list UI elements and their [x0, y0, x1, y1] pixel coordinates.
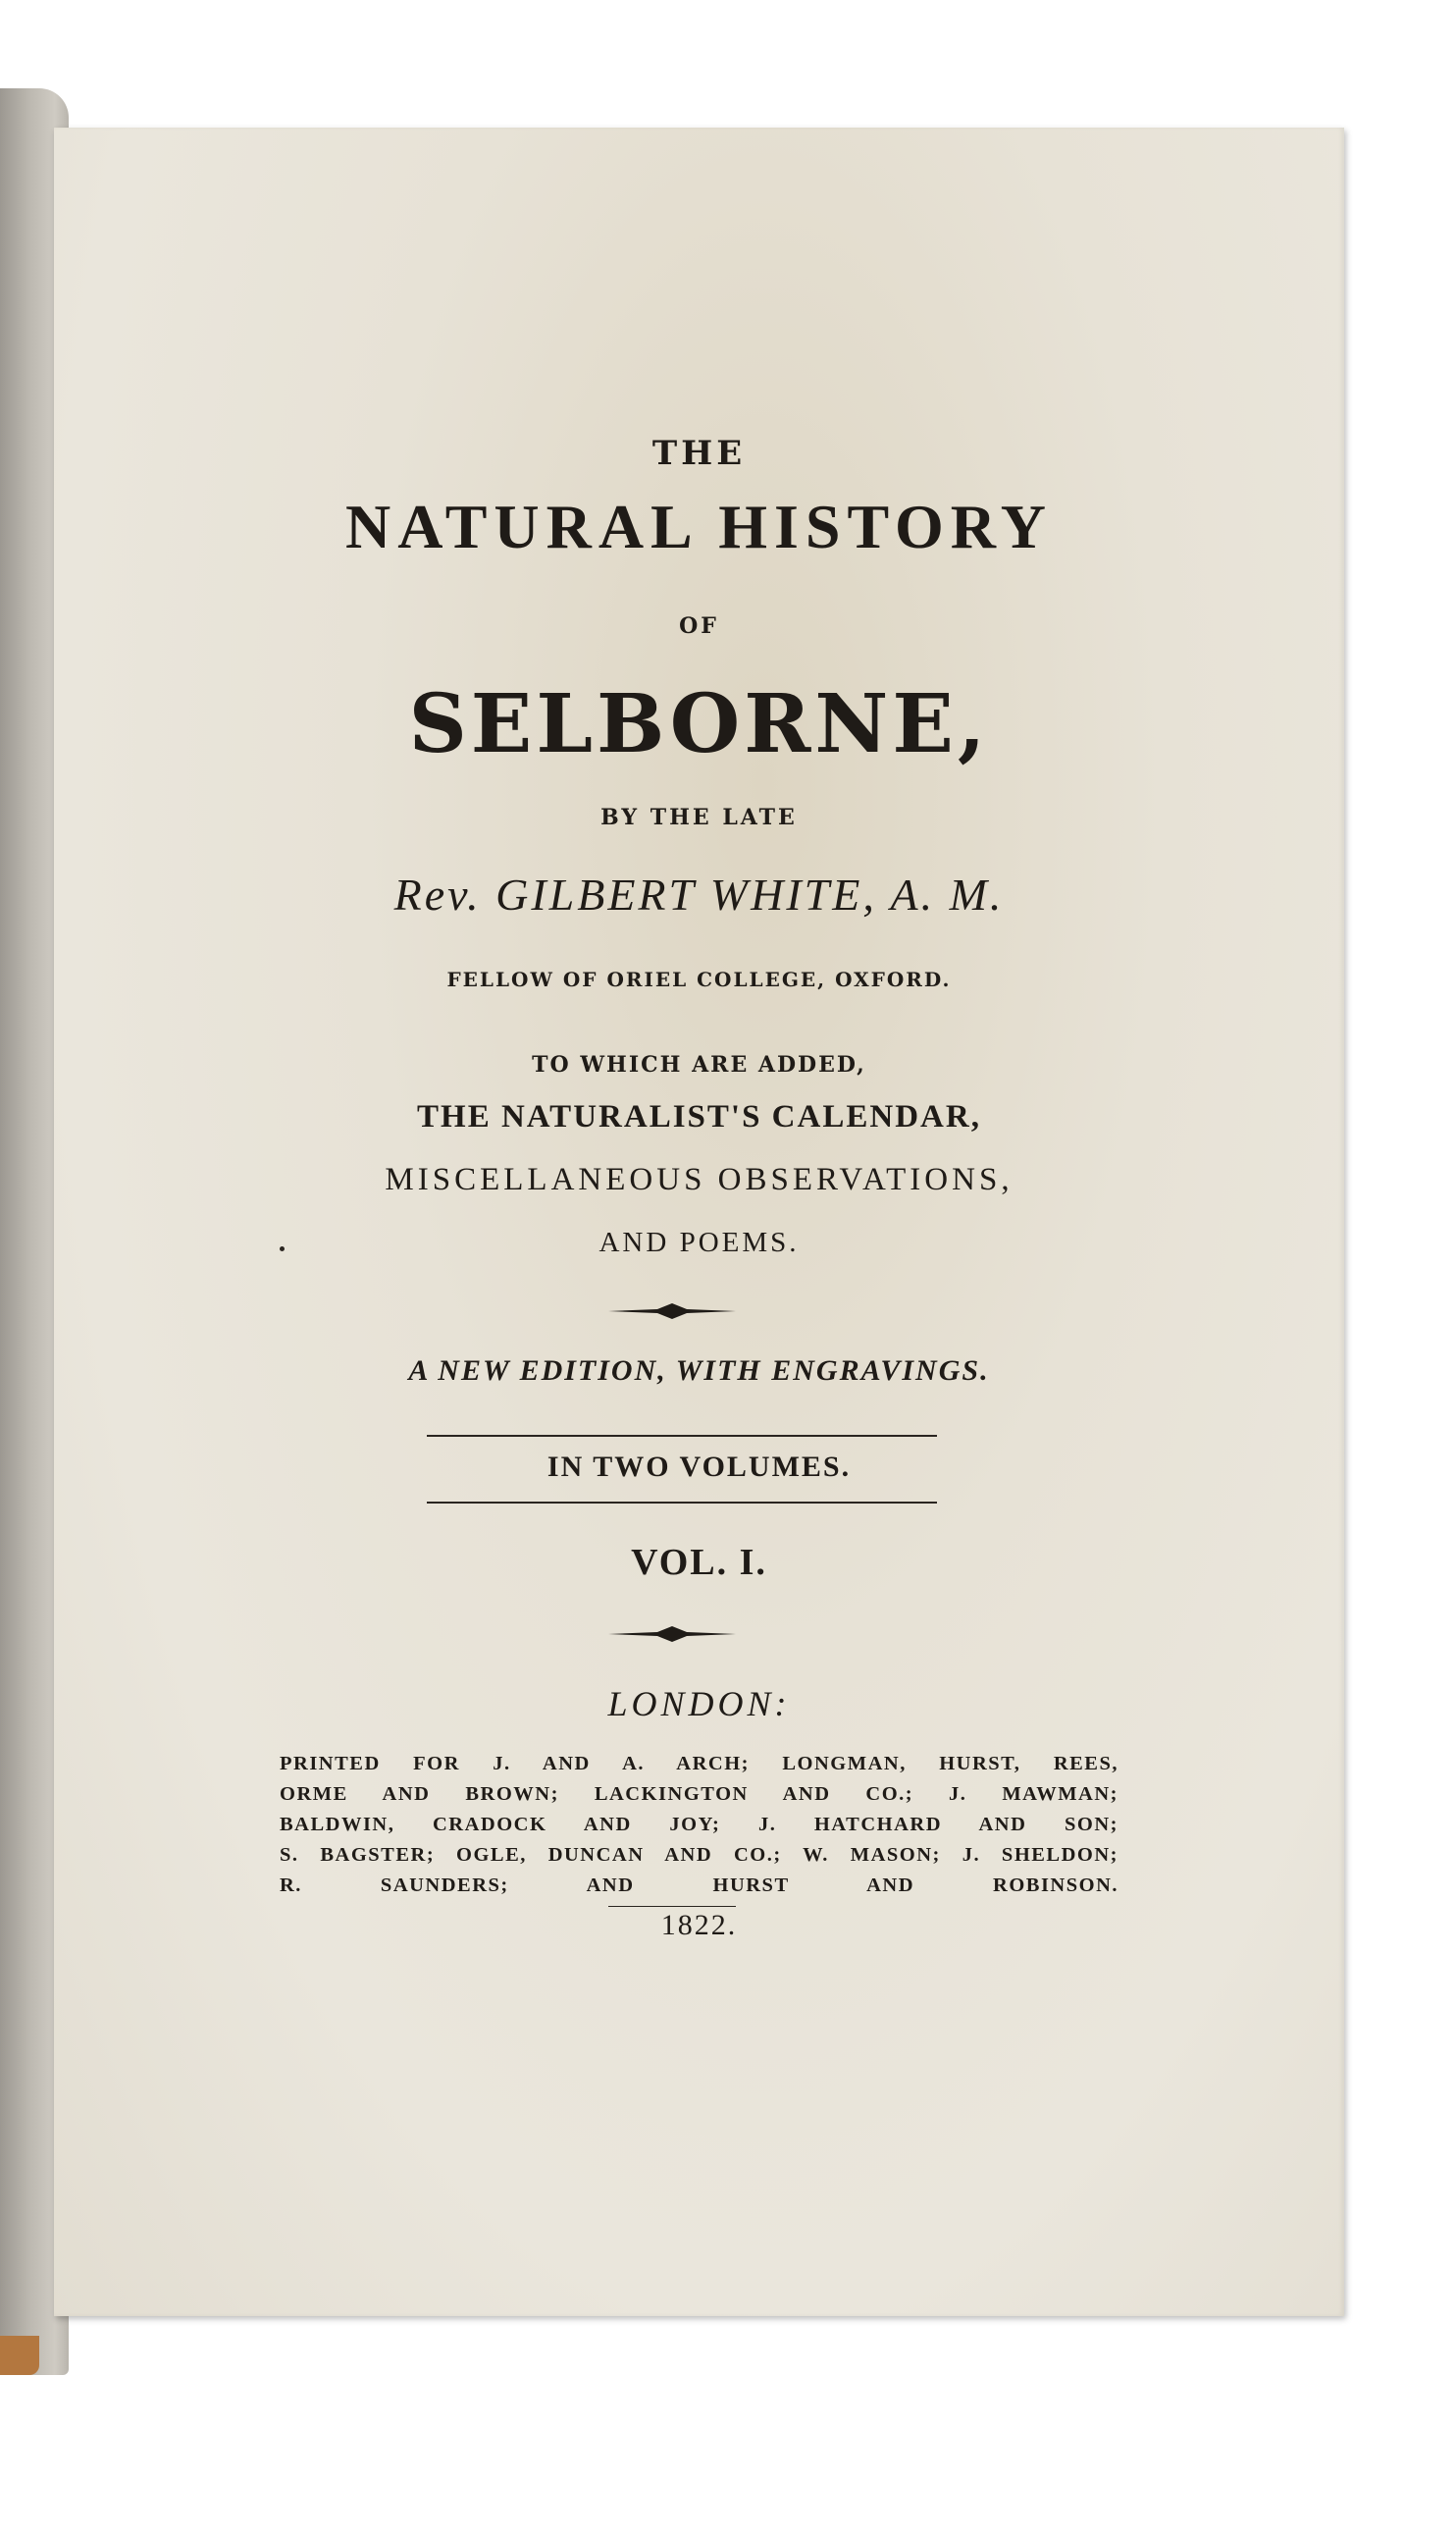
title-the: THE [651, 434, 747, 473]
rule-above-volumes [427, 1435, 937, 1437]
title-natural-history: NATURAL HISTORY [345, 492, 1053, 561]
imprint-line: PRINTED FOR J. AND A. ARCH; LONGMAN, HURST, REES, [280, 1753, 1118, 1774]
volume-number: VOL. I. [631, 1542, 767, 1583]
imprint-line: BALDWIN, CRADOCK AND JOY; J. HATCHARD AND SON; [280, 1814, 1118, 1835]
ornament-divider-icon [608, 1301, 736, 1321]
in-two-volumes: IN TWO VOLUMES. [546, 1451, 852, 1483]
miscellaneous-observations: MISCELLANEOUS OBSERVATIONS, [385, 1162, 1014, 1197]
imprint-block [280, 1749, 1118, 1901]
imprint-line: ORME AND BROWN; LACKINGTON AND CO.; J. MAWMAN; [280, 1783, 1118, 1805]
title-of: OF [679, 613, 719, 639]
to-which-added: TO WHICH ARE ADDED, [532, 1052, 866, 1078]
author-name: Rev. GILBERT WHITE, A. M. [393, 870, 1005, 920]
publication-year: 1822. [660, 1909, 738, 1941]
by-the-late: BY THE LATE [600, 805, 798, 830]
new-edition: A NEW EDITION, WITH ENGRAVINGS. [408, 1354, 990, 1387]
imprint-city: LONDON: [607, 1684, 791, 1723]
imprint-line: R. SAUNDERS; AND HURST AND ROBINSON. [280, 1875, 1118, 1896]
and-poems: AND POEMS. [598, 1227, 800, 1258]
rule-above-year [608, 1906, 736, 1907]
imprint-line: S. BAGSTER; OGLE, DUNCAN AND CO.; W. MASON; J. SHELDON; [280, 1844, 1118, 1866]
title-selborne: SELBORNE, [408, 677, 990, 771]
naturalists-calendar: THE NATURALIST'S CALENDAR, [417, 1099, 981, 1135]
rule-below-volumes [427, 1502, 937, 1504]
ornament-divider-icon [608, 1624, 736, 1644]
title-page [54, 128, 1344, 2316]
author-affiliation: FELLOW OF ORIEL COLLEGE, OXFORD. [446, 968, 952, 991]
book-cover-corner [0, 2336, 39, 2375]
